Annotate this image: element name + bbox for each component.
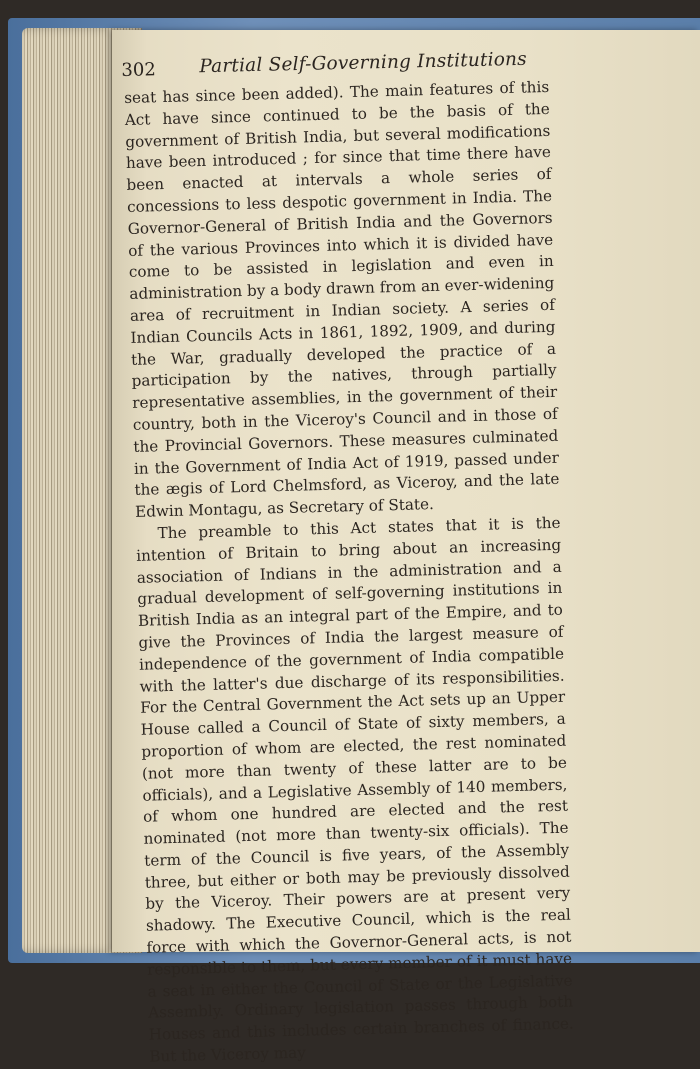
paragraph-2: The preamble to this Act states that it is the intention of Britain to bring about an increasing association of Indians in the administration and a gradual development of self-governing institutions in British India as an integral part of the Empire, and to give the Provinces of India the largest measure of independence of the government of India compatible with the latter's due discharge of its responsibilities. For the Central Government the Act sets up an Upper House called a Council of State of sixty members, a proportion of whom are elected, the rest nominated (not more than twenty of these latter are to be officials), and a Legislative Assembly of 140 members, of whom one hundred are elected and the rest nominated (not more than twenty-six officials). The term of the Council is five years, of the Assembly three, but either or both may be previously dissolved by the Viceroy. Their powers are at present very shadowy. The Executive Council, which is the real force with which the Governor-General acts, is not responsible to them, but every member of it must have a seat in either the Council of State or the Legislative Assembly. Ordinary legislation passes through both Houses and this includes certain branches of finance. But the Viceroy may bbox=[136, 513, 574, 1066]
paragraph-1: seat has since been added). The main features of this Act have since continued to be the basis of the government of British India, but several modifications have been introduced ; for since that time there have been enacted at intervals a whole series of concessions to less despotic government in India. The Governor-General of British India and the Governors of the various Provinces into which it is divided have come to be assisted in legislation and even in administration by a body drawn from an ever-widening area of recruitment in Indian society. A series of Indian Councils Acts in 1861, 1892, 1909, and during the War, gradually developed the practice of a participation by the natives, through partially representative assemblies, in the government of their country, both in the Viceroy's Council and in those of the Provincial Governors. These measures culminated in the Government of India Act of 1919, passed under the ægis of Lord Chelmsford, as Viceroy, and the late Edwin Montagu, as Secretary of State. bbox=[124, 77, 560, 521]
running-title: Partial Self-Governing Institutions bbox=[199, 48, 528, 78]
body-text bbox=[124, 77, 575, 1069]
page-number: 302 bbox=[121, 59, 157, 81]
